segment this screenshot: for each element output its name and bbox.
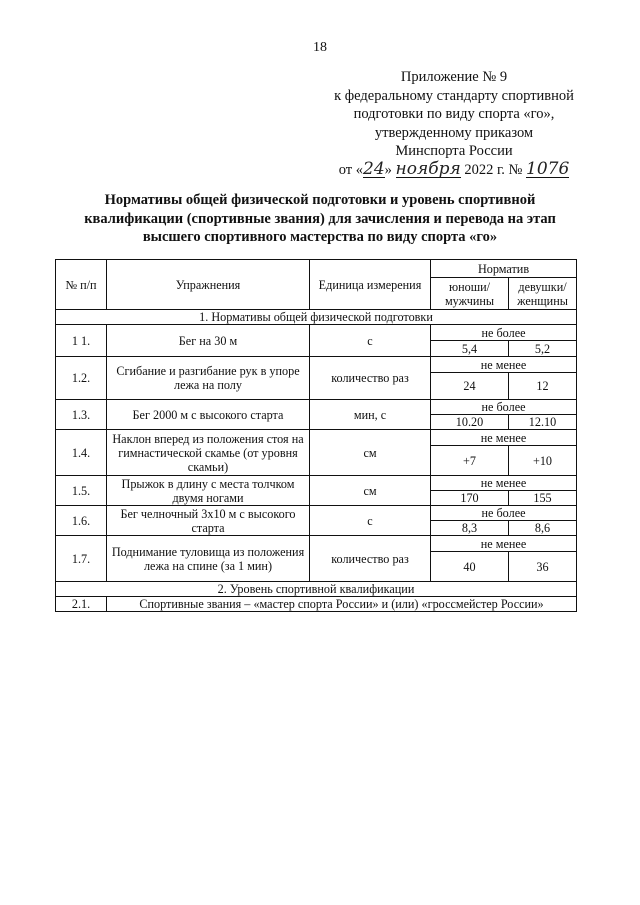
title-line: Нормативы общей физической подготовки и уровень спортивной xyxy=(104,192,536,208)
date-mid: » xyxy=(384,161,396,178)
row-exercise: Поднимание туловища из положения лежа на спине (за 1 мин) xyxy=(107,536,310,582)
row-exercise: Бег 2000 м с высокого старта xyxy=(107,400,310,430)
row-number: 1.4. xyxy=(56,430,107,476)
row-number: 2.1. xyxy=(56,597,107,612)
row-unit: мин, с xyxy=(310,400,431,430)
row-girls-value: 155 xyxy=(509,491,577,506)
appendix-line: к федеральному стандарту спортивной xyxy=(334,87,574,104)
year-text: 2022 г. № xyxy=(460,161,526,178)
row-condition: не более xyxy=(431,400,577,415)
appendix-header xyxy=(300,68,608,180)
row-girls-value: 12.10 xyxy=(509,415,577,430)
header-num: № п/п xyxy=(56,260,107,310)
document-title xyxy=(60,191,580,247)
section-2-heading: 2. Уровень спортивной квалификации xyxy=(56,582,577,597)
header-norm: Норматив xyxy=(431,260,577,278)
row-number: 1.3. xyxy=(56,400,107,430)
page-number: 18 xyxy=(313,40,327,55)
date-prefix: от « xyxy=(338,161,363,178)
title-line: высшего спортивного мастерства по виду спорта «го» xyxy=(142,229,498,245)
row-condition: не менее xyxy=(431,357,577,373)
row-exercise: Прыжок в длину с места толчком двумя ногами xyxy=(107,476,310,506)
row-condition: не более xyxy=(431,506,577,521)
handwritten-number: 1076 xyxy=(526,158,570,179)
row-girls-value: 5,2 xyxy=(509,341,577,357)
row-girls-value: 8,6 xyxy=(509,521,577,536)
row-qualification-text: Спортивные звания – «мастер спорта России» и (или) «гроссмейстер России» xyxy=(107,597,577,612)
row-boys-value: +7 xyxy=(431,446,509,476)
appendix-line: Минспорта России xyxy=(395,143,513,160)
row-boys-value: 8,3 xyxy=(431,521,509,536)
row-number: 1 1. xyxy=(56,325,107,357)
row-unit: см xyxy=(310,430,431,476)
standards-table xyxy=(55,259,577,612)
row-exercise: Бег челночный 3х10 м с высокого старта xyxy=(107,506,310,536)
order-date-line xyxy=(300,158,608,180)
row-boys-value: 5,4 xyxy=(431,341,509,357)
row-girls-value: +10 xyxy=(509,446,577,476)
row-boys-value: 40 xyxy=(431,552,509,582)
row-exercise: Бег на 30 м xyxy=(107,325,310,357)
row-exercise: Сгибание и разгибание рук в упоре лежа на полу xyxy=(107,357,310,400)
section-1-heading: 1. Нормативы общей физической подготовки xyxy=(56,310,577,325)
row-condition: не менее xyxy=(431,430,577,446)
row-number: 1.6. xyxy=(56,506,107,536)
header-girls: девушки/ женщины xyxy=(509,278,577,310)
appendix-line: Приложение № 9 xyxy=(400,69,508,85)
row-number: 1.7. xyxy=(56,536,107,582)
header-unit: Единица измерения xyxy=(310,260,431,310)
row-boys-value: 170 xyxy=(431,491,509,506)
header-exercise: Упражнения xyxy=(107,260,310,310)
row-unit: количество раз xyxy=(310,536,431,582)
title-line: квалификации (спортивные звания) для зачисления и перевода на этап xyxy=(84,210,556,227)
row-girls-value: 36 xyxy=(509,552,577,582)
row-unit: с xyxy=(310,506,431,536)
row-girls-value: 12 xyxy=(509,373,577,400)
appendix-line: подготовки по виду спорта «го», xyxy=(353,106,555,123)
row-unit: см xyxy=(310,476,431,506)
appendix-line: утвержденному приказом xyxy=(374,124,534,141)
handwritten-day: 24 xyxy=(363,158,385,179)
handwritten-month: ноября xyxy=(395,158,461,179)
row-number: 1.5. xyxy=(56,476,107,506)
row-exercise: Наклон вперед из положения стоя на гимнастической скамье (от уровня скамьи) xyxy=(107,430,310,476)
row-number: 1.2. xyxy=(56,357,107,400)
row-unit: с xyxy=(310,325,431,357)
header-boys: юноши/ мужчины xyxy=(431,278,509,310)
row-condition: не менее xyxy=(431,536,577,552)
row-boys-value: 10.20 xyxy=(431,415,509,430)
row-unit: количество раз xyxy=(310,357,431,400)
row-condition: не менее xyxy=(431,476,577,491)
row-boys-value: 24 xyxy=(431,373,509,400)
row-condition: не более xyxy=(431,325,577,341)
